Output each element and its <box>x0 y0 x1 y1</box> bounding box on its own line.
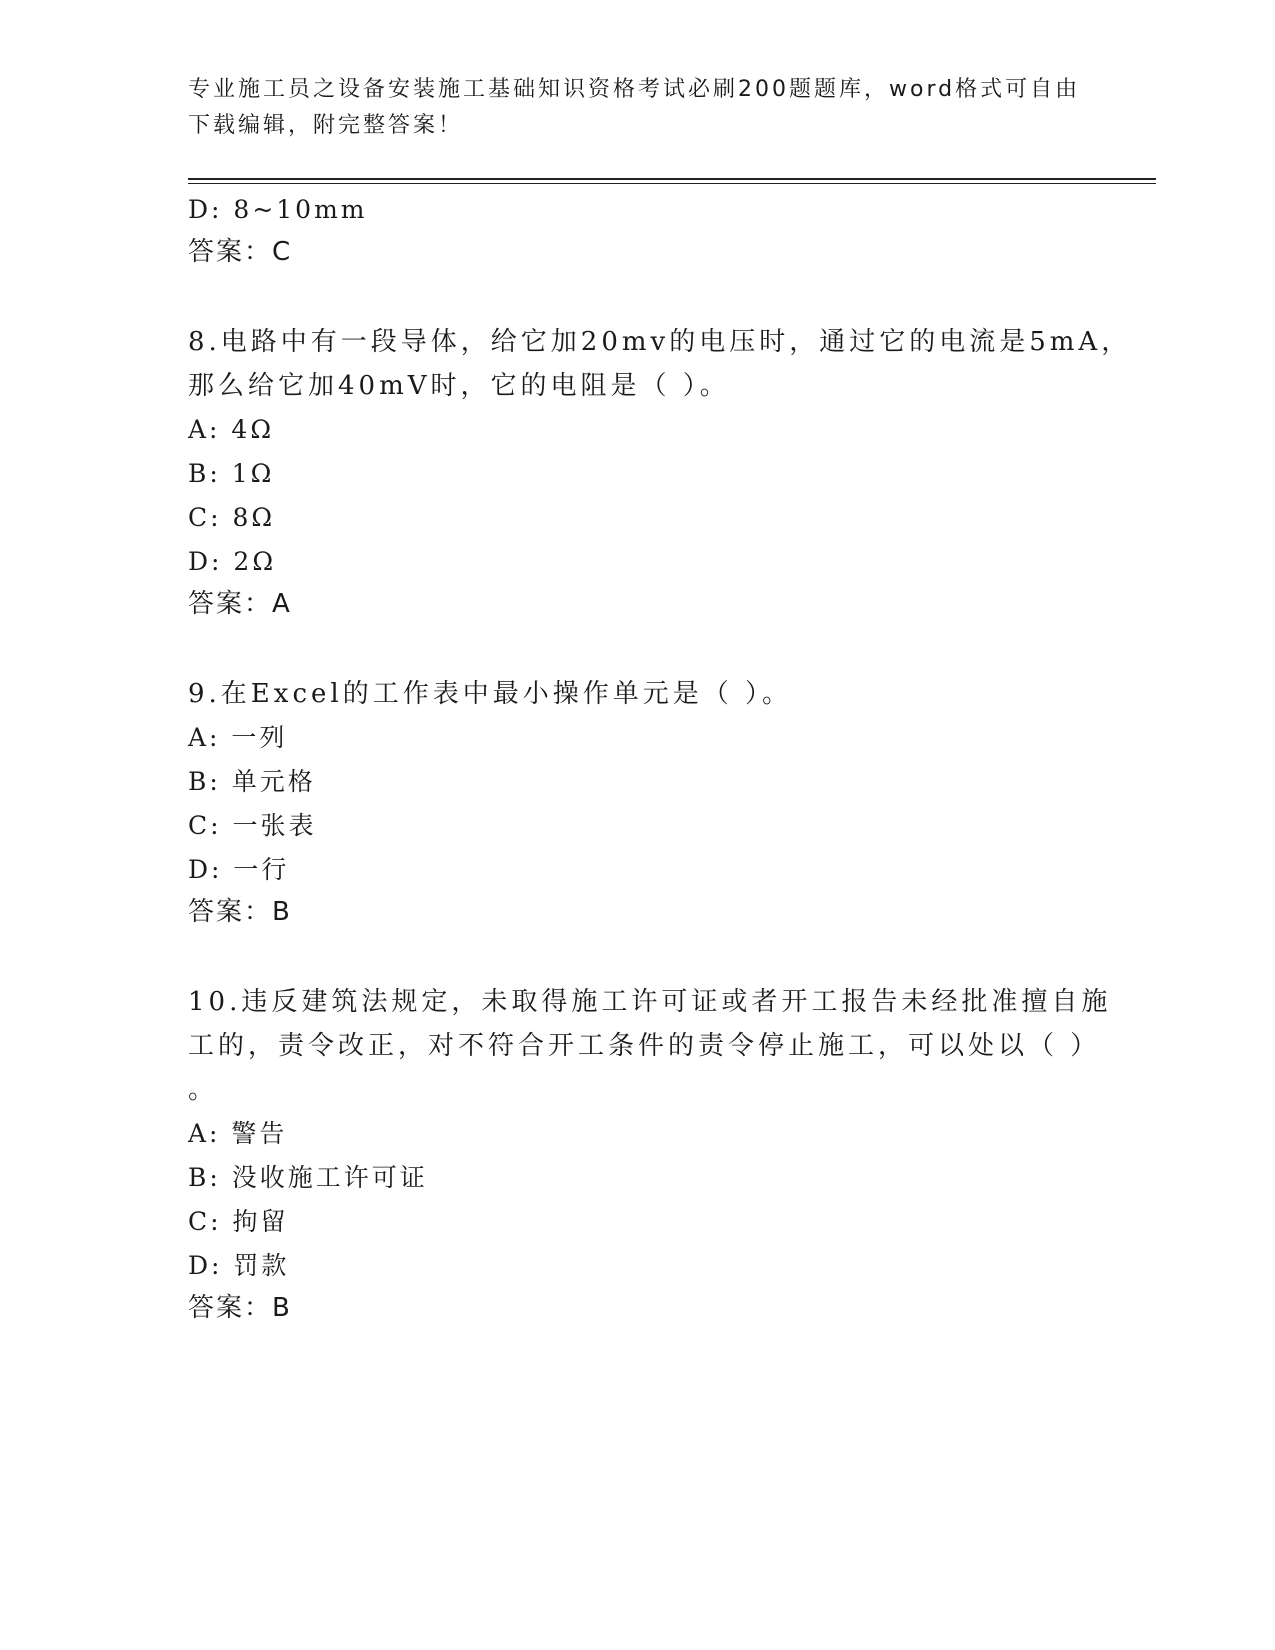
header-title-line1: 专业施工员之设备安装施工基础知识资格考试必刷200题题库，word格式可自由 <box>188 77 1081 102</box>
q8-option-b: B: 1Ω <box>188 459 275 488</box>
q10-answer: 答案：B <box>188 1293 292 1323</box>
q8-text-line1: 8.电路中有一段导体，给它加20mv的电压时，通过它的电流是5mA， <box>188 327 1132 357</box>
q10-option-a: A: 警告 <box>188 1119 288 1148</box>
q10-option-c: C: 拘留 <box>188 1207 289 1236</box>
prev-answer: 答案：C <box>188 237 293 267</box>
q10-text-line1: 10.违反建筑法规定，未取得施工许可证或者开工报告未经批准擅自施 <box>188 987 1112 1017</box>
q9-option-d: D: 一行 <box>188 855 290 884</box>
header-title-line2: 下载编辑，附完整答案！ <box>188 113 464 138</box>
q8-text-line2: 那么给它加40mV时，它的电阻是（ ）。 <box>188 371 730 401</box>
document-header <box>188 72 1088 144</box>
q8-option-a: A: 4Ω <box>188 415 275 444</box>
q10-text-line3: 。 <box>188 1075 219 1105</box>
q8-option-c: C: 8Ω <box>188 503 276 532</box>
q10-option-b: B: 没收施工许可证 <box>188 1163 428 1192</box>
q10-text-line2: 工的，责令改正，对不符合开工条件的责令停止施工，可以处以（ ） <box>188 1031 1101 1061</box>
header-rule-thick <box>188 178 1156 180</box>
q9-option-c: C: 一张表 <box>188 811 317 840</box>
header-rule-thin <box>188 183 1156 184</box>
q8-option-d: D: 2Ω <box>188 547 277 576</box>
q9-text-line1: 9.在Excel的工作表中最小操作单元是（ ）。 <box>188 679 792 709</box>
q9-option-b: B: 单元格 <box>188 767 316 796</box>
q9-answer: 答案：B <box>188 897 292 927</box>
q8-answer: 答案：A <box>188 589 292 619</box>
q10-option-d: D: 罚款 <box>188 1251 290 1280</box>
q9-option-a: A: 一列 <box>188 723 288 752</box>
prev-option-d: D: 8~10mm <box>188 195 368 224</box>
